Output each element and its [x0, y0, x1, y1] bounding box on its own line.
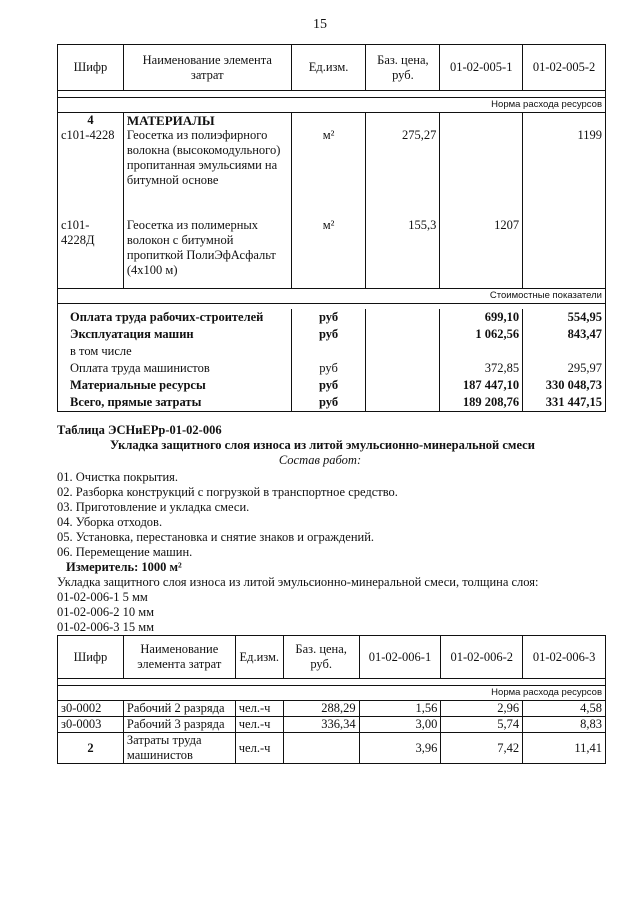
table-header-row	[58, 636, 606, 679]
table-row	[58, 218, 606, 289]
header-name: Наименование элемента затрат	[123, 636, 235, 679]
cost-label: Стоимостные показатели	[58, 289, 606, 304]
row-v3: 11,41	[523, 733, 606, 764]
cost-name: Всего, прямые затраты	[58, 394, 292, 412]
row-v1: 1,56	[359, 701, 441, 717]
cost-name: Оплата труда рабочих-строителей	[58, 309, 292, 326]
table-row	[58, 309, 606, 326]
row-v3: 8,83	[523, 717, 606, 733]
work-item: 03. Приготовление и укладка смеси.	[57, 500, 250, 514]
row-code: з0-0003	[58, 717, 124, 733]
header-unit: Ед.изм.	[291, 45, 366, 91]
norm-label: Норма расхода ресурсов	[58, 98, 606, 113]
item-code: с101-4228Д	[58, 218, 124, 289]
cost-unit: руб	[291, 326, 366, 343]
cost-name: Материальные ресурсы	[58, 377, 292, 394]
cost-v2: 843,47	[523, 326, 606, 343]
row-unit: чел.-ч	[235, 733, 283, 764]
section-name: МАТЕРИАЛЫ	[123, 113, 291, 129]
works-title: Состав работ:	[278, 453, 362, 467]
section-header-row	[58, 113, 606, 129]
item-name: Геосетка из полимерных волокон с битумной пропиткой ПолиЭфАсфальт (4х100 м)	[123, 218, 291, 289]
item-price: 275,27	[366, 128, 440, 218]
resource-table-005	[57, 44, 606, 412]
cost-unit: руб	[291, 360, 366, 377]
cost-v1: 1 062,56	[440, 326, 523, 343]
table-row	[58, 733, 606, 764]
table-row	[58, 326, 606, 343]
work-item: 06. Перемещение машин.	[57, 545, 193, 559]
header-code: Шифр	[58, 636, 124, 679]
work-item: 02. Разборка конструкций с погрузкой в транспортное средство.	[57, 485, 398, 499]
row-v3: 4,58	[523, 701, 606, 717]
table-row	[58, 377, 606, 394]
table-subtitle: Укладка защитного слоя износа из литой эмульсионно-минеральной смеси	[110, 438, 535, 452]
cost-unit: руб	[291, 309, 366, 326]
header-price: Баз. цена, руб.	[366, 45, 440, 91]
row-code: 2	[58, 733, 124, 764]
work-item: 05. Установка, перестановка и снятие знаков и ограждений.	[57, 530, 375, 544]
cost-v1: 372,85	[440, 360, 523, 377]
cost-v1: 189 208,76	[440, 394, 523, 412]
cost-name: в том числе	[58, 343, 292, 360]
spacer-row	[58, 679, 606, 686]
cost-v1: 699,10	[440, 309, 523, 326]
row-name: Рабочий 3 разряда	[123, 717, 235, 733]
item-v1	[440, 128, 523, 218]
row-name: Рабочий 2 разряда	[123, 701, 235, 717]
variant-item: 01-02-006-2 10 мм	[57, 605, 155, 619]
work-item: 01. Очистка покрытия.	[57, 470, 179, 484]
row-unit: чел.-ч	[235, 717, 283, 733]
item-v2	[523, 218, 606, 289]
cost-v2: 554,95	[523, 309, 606, 326]
row-code: з0-0002	[58, 701, 124, 717]
table-header-row	[58, 45, 606, 91]
header-unit: Ед.изм.	[235, 636, 283, 679]
row-price: 336,34	[283, 717, 359, 733]
header-col3: 01-02-006-3	[523, 636, 606, 679]
row-v2: 2,96	[441, 701, 523, 717]
header-name: Наименование элемента затрат	[123, 45, 291, 91]
row-price: 288,29	[283, 701, 359, 717]
item-unit: м²	[291, 218, 366, 289]
resource-table-006	[57, 635, 606, 764]
norm-label-row	[58, 98, 606, 113]
row-unit: чел.-ч	[235, 701, 283, 717]
header-price: Баз. цена, руб.	[283, 636, 359, 679]
measure-unit: Измеритель: 1000 м²	[66, 560, 182, 574]
item-name: Геосетка из полиэфирного волокна (высокомодульного) пропитанная эмульсиями на битумной основе	[123, 128, 291, 218]
row-v2: 5,74	[441, 717, 523, 733]
table-row	[58, 717, 606, 733]
cost-v2: 295,97	[523, 360, 606, 377]
description: Укладка защитного слоя износа из литой эмульсионно-минеральной смеси, толщина слоя:	[57, 575, 539, 589]
page-number: 15	[313, 17, 327, 32]
header-code: Шифр	[58, 45, 124, 91]
cost-unit: руб	[291, 377, 366, 394]
cost-v2: 331 447,15	[523, 394, 606, 412]
table-row	[58, 701, 606, 717]
table-title: Таблица ЭСНиЕРр-01-02-006	[57, 423, 222, 437]
section-code: 4	[58, 113, 124, 129]
header-col1: 01-02-005-1	[440, 45, 523, 91]
norm-label: Норма расхода ресурсов	[58, 686, 606, 701]
norm-label-row	[58, 686, 606, 701]
table-row	[58, 343, 606, 360]
item-code: с101-4228	[58, 128, 124, 218]
row-v1: 3,96	[359, 733, 441, 764]
variant-item: 01-02-006-1 5 мм	[57, 590, 148, 604]
cost-name: Оплата труда машинистов	[58, 360, 292, 377]
header-col2: 01-02-005-2	[523, 45, 606, 91]
row-v2: 7,42	[441, 733, 523, 764]
row-v1: 3,00	[359, 717, 441, 733]
item-unit: м²	[291, 128, 366, 218]
variant-item: 01-02-006-3 15 мм	[57, 620, 155, 634]
item-v1: 1207	[440, 218, 523, 289]
row-name: Затраты труда машинистов	[123, 733, 235, 764]
cost-v2: 330 048,73	[523, 377, 606, 394]
cost-label-row	[58, 289, 606, 304]
cost-v1: 187 447,10	[440, 377, 523, 394]
spacer-row	[58, 91, 606, 98]
cost-name: Эксплуатация машин	[58, 326, 292, 343]
table-row	[58, 394, 606, 412]
work-item: 04. Уборка отходов.	[57, 515, 163, 529]
table-row	[58, 128, 606, 218]
row-price	[283, 733, 359, 764]
cost-unit: руб	[291, 394, 366, 412]
header-col1: 01-02-006-1	[359, 636, 441, 679]
item-v2: 1199	[523, 128, 606, 218]
header-col2: 01-02-006-2	[441, 636, 523, 679]
item-price: 155,3	[366, 218, 440, 289]
table-row	[58, 360, 606, 377]
